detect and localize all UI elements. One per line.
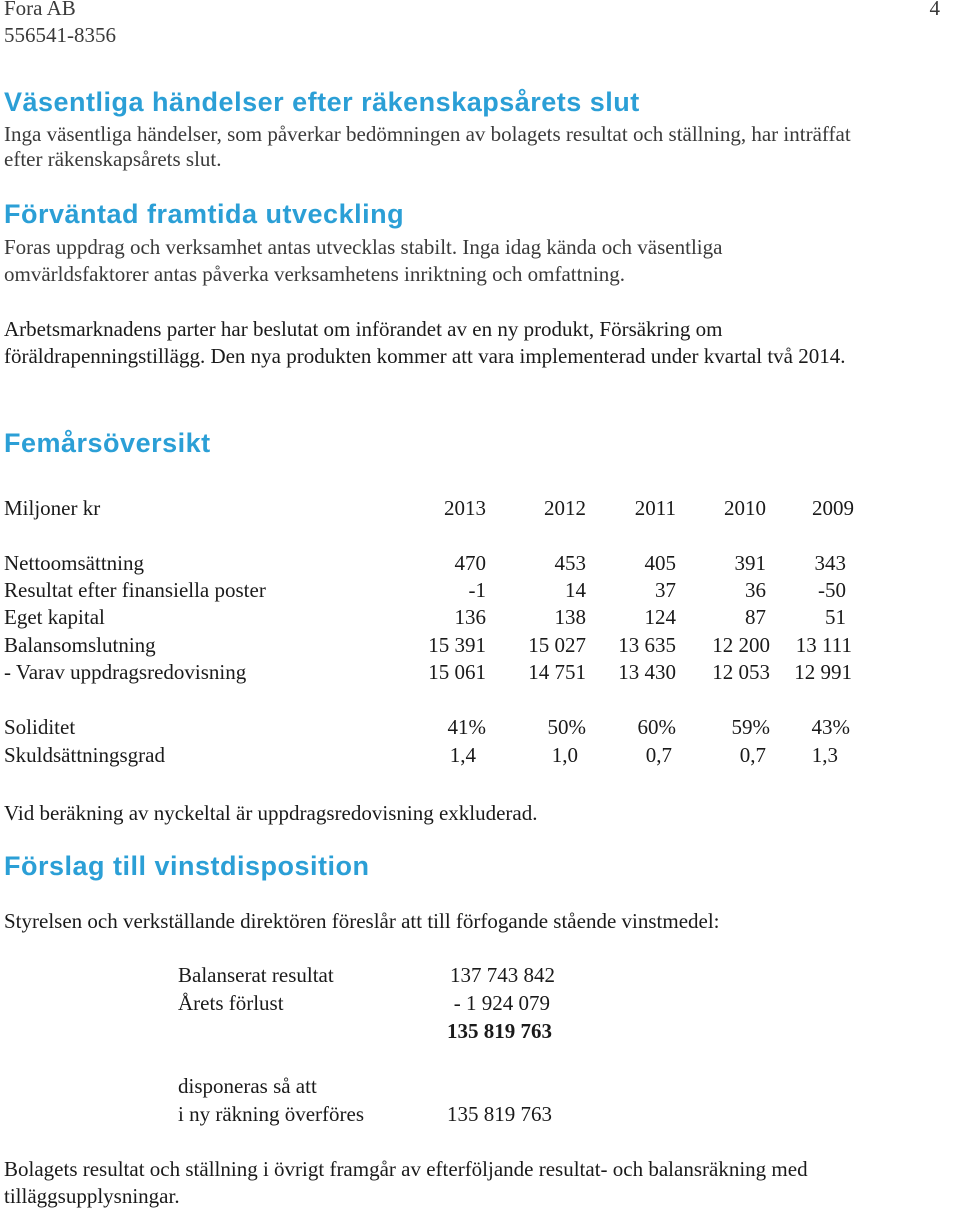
overview-cell: 138 (554, 605, 586, 629)
overview-cell: 36 (745, 578, 766, 602)
overview-cell: 0,7 (739, 743, 766, 767)
overview-cell: 1,4 (449, 743, 476, 767)
overview-row-label: Nettoomsättning (4, 551, 144, 575)
overview-cell: 1,3 (811, 743, 838, 767)
overview-cell: 15 027 (528, 633, 586, 657)
overview-year: 2012 (544, 496, 586, 520)
overview-cell: 15 061 (428, 660, 486, 684)
overview-cell: 343 (814, 551, 846, 575)
company-name: Fora AB (4, 0, 76, 20)
section-title-events: Väsentliga händelser efter räkenskapsårets slut (4, 87, 640, 117)
overview-year: 2013 (444, 496, 486, 520)
page-number: 4 (929, 0, 940, 20)
proposal-total: 135 819 763 (447, 1019, 552, 1043)
overview-unit-label: Miljoner kr (4, 496, 101, 520)
overview-cell: 391 (734, 551, 766, 575)
overview-cell: 15 391 (428, 633, 486, 657)
events-text-line-2: efter räkenskapsårets slut. (4, 147, 222, 171)
org-number: 556541-8356 (4, 23, 116, 47)
outlook-p1-line-2: omvärldsfaktorer antas påverka verksamhetens inriktning och omfattning. (4, 262, 626, 286)
overview-cell: 50% (547, 715, 586, 739)
overview-row-label: Soliditet (4, 715, 76, 739)
outlook-p2-line-1: Arbetsmarknadens parter har beslutat om införandet av en ny produkt, Försäkring om (4, 317, 723, 341)
overview-cell: 60% (637, 715, 676, 739)
proposal-item-value: - 1 924 079 (453, 991, 550, 1015)
overview-cell: 51 (825, 605, 846, 629)
overview-cell: 136 (454, 605, 486, 629)
events-text-line-1: Inga väsentliga händelser, som påverkar bedömningen av bolagets resultat och ställning, har inträffat (4, 122, 851, 146)
proposal-item-label: Årets förlust (178, 991, 284, 1015)
proposal-carry-value: 135 819 763 (447, 1102, 552, 1126)
overview-cell: 124 (644, 605, 676, 629)
overview-note: Vid beräkning av nyckeltal är uppdragsredovisning exkluderad. (4, 801, 538, 825)
overview-cell: 405 (644, 551, 676, 575)
proposal-item-value: 137 743 842 (450, 963, 555, 987)
outlook-p2-line-2: föräldrapenningstillägg. Den nya produkten kommer att vara implementerad under kvartal två 2014. (4, 344, 846, 368)
closing-line-1: Bolagets resultat och ställning i övrigt framgår av efterföljande resultat- och balansräkning med (4, 1157, 808, 1181)
proposal-carry-label: i ny räkning överföres (178, 1102, 365, 1126)
overview-row-label: Skuldsättningsgrad (4, 743, 165, 767)
proposal-disposed-label: disponeras så att (178, 1074, 317, 1098)
overview-cell: 13 111 (795, 633, 852, 657)
proposal-intro: Styrelsen och verkställande direktören föreslår att till förfogande stående vinstmedel: (4, 909, 720, 933)
overview-cell: -50 (818, 578, 846, 602)
overview-cell: 59% (731, 715, 770, 739)
overview-cell: 43% (811, 715, 850, 739)
section-title-overview: Femårsöversikt (4, 428, 211, 458)
overview-cell: -1 (468, 578, 486, 602)
overview-cell: 87 (745, 605, 766, 629)
overview-row-label: - Varav uppdragsredovisning (4, 660, 247, 684)
overview-cell: 41% (447, 715, 486, 739)
overview-cell: 0,7 (645, 743, 672, 767)
overview-year: 2011 (634, 496, 676, 520)
overview-row-label: Balansomslutning (4, 633, 156, 657)
overview-cell: 12 200 (712, 633, 770, 657)
overview-cell: 12 053 (712, 660, 770, 684)
overview-cell: 12 991 (794, 660, 852, 684)
section-title-proposal: Förslag till vinstdisposition (4, 851, 370, 881)
section-title-outlook: Förväntad framtida utveckling (4, 199, 405, 229)
closing-line-2: tilläggsupplysningar. (4, 1184, 180, 1208)
overview-year: 2009 (812, 496, 854, 520)
overview-row-label: Eget kapital (4, 605, 105, 629)
overview-cell: 37 (655, 578, 676, 602)
overview-cell: 13 635 (618, 633, 676, 657)
outlook-p1-line-1: Foras uppdrag och verksamhet antas utvecklas stabilt. Inga idag kända och väsentliga (4, 235, 723, 259)
overview-cell: 1,0 (551, 743, 578, 767)
overview-cell: 14 751 (528, 660, 586, 684)
overview-cell: 453 (554, 551, 586, 575)
overview-cell: 13 430 (618, 660, 676, 684)
overview-year: 2010 (724, 496, 766, 520)
overview-cell: 14 (565, 578, 586, 602)
overview-row-label: Resultat efter finansiella poster (4, 578, 266, 602)
proposal-item-label: Balanserat resultat (178, 963, 334, 987)
overview-cell: 470 (454, 551, 486, 575)
